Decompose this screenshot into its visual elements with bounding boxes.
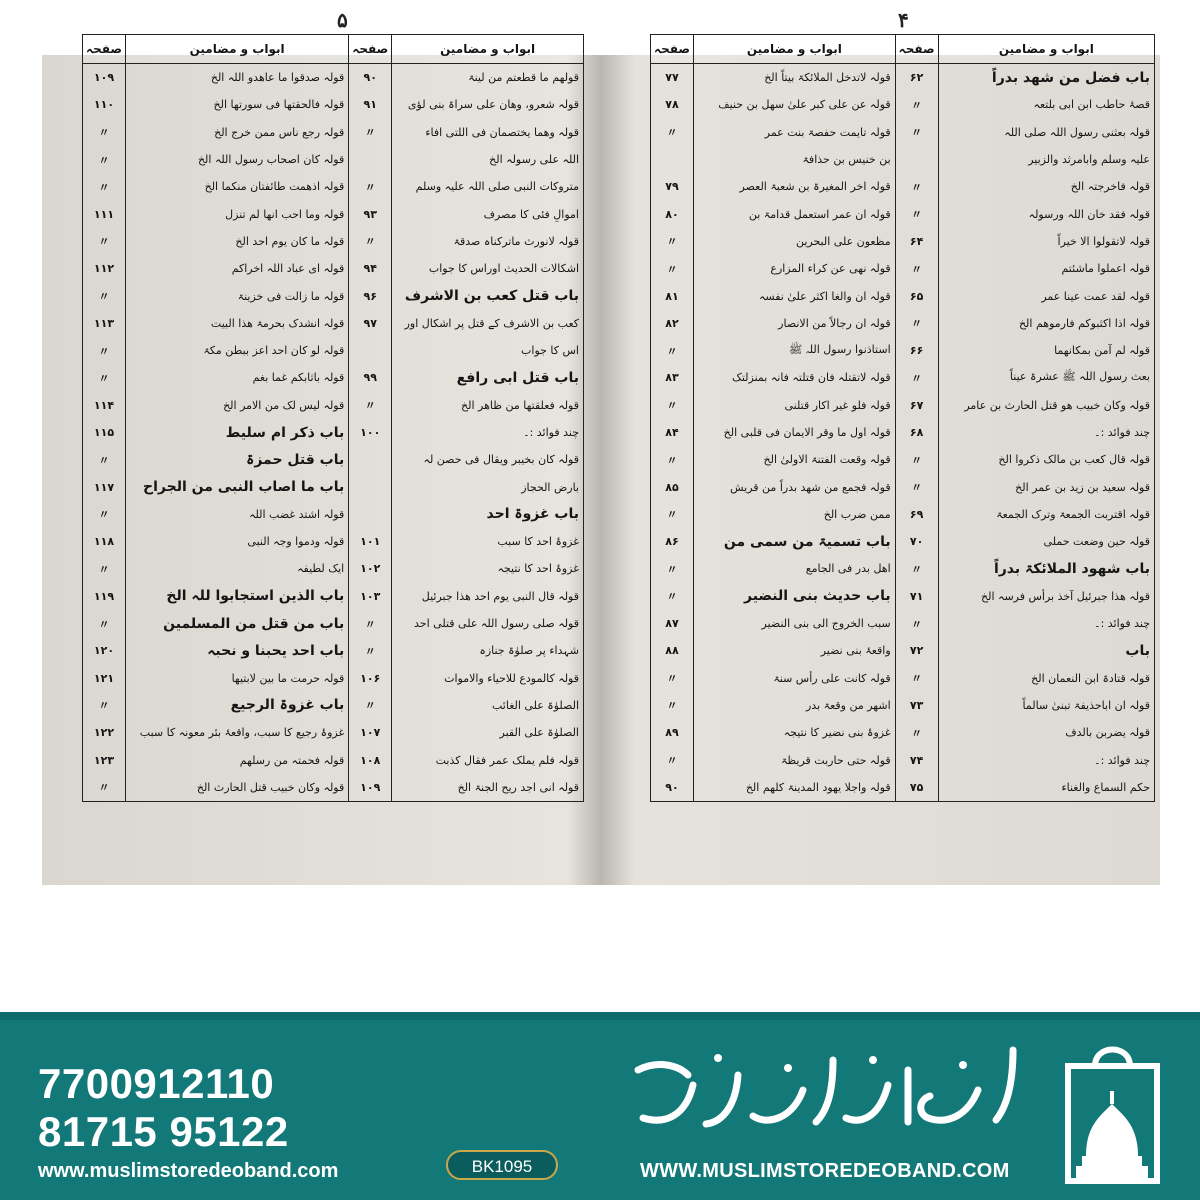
left-page (42, 0, 597, 830)
page-cell (349, 501, 392, 528)
topic-cell: قولہ واجلا یھود المدینۃ کلھم الخ (694, 774, 896, 802)
topic-cell: قولہ اعملوا ماشئتم (938, 255, 1154, 282)
table-row (651, 719, 1155, 746)
topic-cell: قولہ قال النبی یوم احد ھذا جبرئیل (392, 583, 584, 610)
table-row (651, 528, 1155, 555)
page-cell: 〃 (83, 446, 126, 473)
page-cell: ۷۹ (651, 173, 694, 200)
page-cell: ۱۱۲ (83, 255, 126, 282)
topic-cell: قولہ شعرو، وھان علی سراۃ بنی لؤی (392, 91, 584, 118)
table-row (83, 528, 584, 555)
page-cell: ۱۱۴ (83, 392, 126, 419)
page-cell: ۶۸ (895, 419, 938, 446)
page-cell: ۶۴ (895, 228, 938, 255)
topic-cell: قولہ قال کعب بن مالک ذکروا الخ (938, 446, 1154, 473)
column-header-topics: ابواب و مضامین (938, 35, 1154, 64)
topic-cell: قولہ فعلقتھا من ظاھر الخ (392, 392, 584, 419)
table-row (651, 392, 1155, 419)
page-cell: ۷۴ (895, 746, 938, 773)
table-row (651, 337, 1155, 364)
page-cell (651, 146, 694, 173)
topic-cell: چند فوائد :۔ (392, 419, 584, 446)
page-cell: 〃 (349, 392, 392, 419)
table-row (83, 146, 584, 173)
topic-cell: چند فوائد :۔ (938, 419, 1154, 446)
right-page (608, 0, 1160, 830)
page-cell: 〃 (83, 610, 126, 637)
table-row (83, 173, 584, 200)
topic-cell: قولہ تایمت حفصۃ بنت عمر (694, 119, 896, 146)
topic-cell: باب (938, 637, 1154, 664)
page-cell: ۸۲ (651, 310, 694, 337)
table-row (651, 364, 1155, 391)
page-cell: 〃 (349, 119, 392, 146)
table-row (651, 310, 1155, 337)
column-header-topics: ابواب و مضامین (694, 35, 896, 64)
phone-number: 81715 95122 (38, 1108, 289, 1155)
page-cell: ۱۰۶ (349, 665, 392, 692)
topic-cell: بارض الحجاز (392, 473, 584, 500)
table-row (651, 119, 1155, 146)
page-cell: ۷۸ (651, 91, 694, 118)
page-cell: ۸۴ (651, 419, 694, 446)
topic-cell: قولہ اذھمت طائفتان منکما الخ (126, 173, 349, 200)
topic-cell: قولہ لقد عمت عینا عمر (938, 282, 1154, 309)
page-cell: 〃 (83, 228, 126, 255)
topic-cell: قولہ وکان خبیب ھو قتل الحارث بن عامر (938, 392, 1154, 419)
page-cell: 〃 (83, 364, 126, 391)
page-cell: 〃 (83, 774, 126, 802)
page-cell: 〃 (651, 583, 694, 610)
page-cell: 〃 (895, 255, 938, 282)
page-cell: ۱۱۸ (83, 528, 126, 555)
page-cell: 〃 (651, 392, 694, 419)
table-row (83, 91, 584, 118)
mosque-dome-icon (1076, 1091, 1148, 1178)
page-cell: ۸۷ (651, 610, 694, 637)
page-cell: 〃 (651, 665, 694, 692)
topic-cell: قولہ حتی حاربت قریظۃ (694, 746, 896, 773)
topic-cell: قولہ فاخرجتہ الخ (938, 173, 1154, 200)
phone-number: 7700912110 (38, 1060, 275, 1107)
table-row (83, 310, 584, 337)
column-header-topics: ابواب و مضامین (392, 35, 584, 64)
page-cell: ۱۰۱ (349, 528, 392, 555)
page-cell (349, 337, 392, 364)
topic-cell: باب فضل من شھد بدراً (938, 64, 1154, 92)
contents-table (82, 34, 584, 802)
topic-cell: قولہ لم آمن بمکانھما (938, 337, 1154, 364)
table-row (83, 637, 584, 664)
topic-cell: باب قتل ابی رافع (392, 364, 584, 391)
page-cell: 〃 (349, 228, 392, 255)
topic-cell: قولہ لاتدخل الملائکۃ بیتاً الخ (694, 64, 896, 92)
table-row (651, 255, 1155, 282)
topic-cell: سبب الخروج الی بنی النضیر (694, 610, 896, 637)
page-cell: ۹۰ (651, 774, 694, 802)
topic-cell: قولہ سعید بن زید بن عمر الخ (938, 473, 1154, 500)
topic-cell: غزوۂ احد کا سبب (392, 528, 584, 555)
topic-cell: مظعون علی البحرین (694, 228, 896, 255)
page-cell: 〃 (895, 446, 938, 473)
topic-cell: قولہ نھی عن کراء المزارع (694, 255, 896, 282)
page-cell: ۱۱۰ (83, 91, 126, 118)
topic-cell: باب قتل حمزۃ (126, 446, 349, 473)
table-row (83, 692, 584, 719)
topic-cell: بن خنیس بن حذافۃ (694, 146, 896, 173)
topic-cell: قولہ کالمودع للاحیاء والاموات (392, 665, 584, 692)
topic-cell: قولہ فقد خان اللہ ورسولہ (938, 200, 1154, 227)
topic-cell: قولہ وقعت الفتنۃ الاولیٰ الخ (694, 446, 896, 473)
topic-cell: قولہ ما زالت فی خزینۃ (126, 282, 349, 309)
page-cell: ۷۰ (895, 528, 938, 555)
topic-cell: قولہ ان اباحذیفۃ تبنیٰ سالماً (938, 692, 1154, 719)
topic-cell: قولہ اشتد غضب اللہ (126, 501, 349, 528)
table-row (651, 583, 1155, 610)
topic-cell: قولہ فلو غیر اکار قتلنی (694, 392, 896, 419)
table-row (651, 774, 1155, 802)
topic-cell: قولہ حین وضعت حملی (938, 528, 1154, 555)
table-row (83, 665, 584, 692)
page-cell: ۹۳ (349, 200, 392, 227)
topic-cell: الصلوٰۃ علی الغائب (392, 692, 584, 719)
page-cell: ۸۳ (651, 364, 694, 391)
page-cell: ۸۹ (651, 719, 694, 746)
page-number: ۵ (337, 8, 348, 32)
page-cell: ۹۴ (349, 255, 392, 282)
table-row (651, 200, 1155, 227)
page-cell: ۸۱ (651, 282, 694, 309)
page-cell: 〃 (651, 555, 694, 582)
topic-cell: قولہ ما کان یوم احد الخ (126, 228, 349, 255)
page-cell: ۱۰۰ (349, 419, 392, 446)
page-number: ۴ (898, 8, 909, 32)
page-cell: 〃 (895, 719, 938, 746)
page-cell: ۶۵ (895, 282, 938, 309)
table-row (83, 446, 584, 473)
topic-cell: باب غزوۃ احد (392, 501, 584, 528)
page-cell: ۶۶ (895, 337, 938, 364)
table-row (83, 200, 584, 227)
page-cell: ۱۲۰ (83, 637, 126, 664)
topic-cell: قولہ ان عمر استعمل قدامۃ بن (694, 200, 896, 227)
topic-cell: باب احد یحبنا و نحبہ (126, 637, 349, 664)
page-cell: ۱۰۲ (349, 555, 392, 582)
topic-cell: قولہ فحمتہ من رسلھم (126, 746, 349, 773)
topic-cell: قولہ عن علی کبر علیٰ سھل بن حنیف (694, 91, 896, 118)
page-cell (349, 446, 392, 473)
page-cell: 〃 (83, 146, 126, 173)
page-cell: ۱۱۷ (83, 473, 126, 500)
topic-cell: قولہ فالحقتھا فی سورتھا الخ (126, 91, 349, 118)
page-cell: ۶۲ (895, 64, 938, 92)
page-cell: ۱۲۳ (83, 746, 126, 773)
page-cell: ۸۰ (651, 200, 694, 227)
contents-rows (83, 64, 584, 802)
website-link[interactable]: WWW.MUSLIMSTOREDEOBAND.COM (640, 1160, 1010, 1182)
store-logo-wordmark (618, 1030, 1038, 1145)
topic-cell: قولہ انشدک بحرمۃ ھذا البیت (126, 310, 349, 337)
page-cell: ۱۱۳ (83, 310, 126, 337)
page-cell: ۸۵ (651, 473, 694, 500)
table-row (651, 173, 1155, 200)
table-row (83, 774, 584, 802)
page-cell: ۱۱۱ (83, 200, 126, 227)
topic-cell: قولہ صلی رسول اللہ علی قتلی احد (392, 610, 584, 637)
topic-cell: قولہ قتادۃ ابن النعمان الخ (938, 665, 1154, 692)
topic-cell: قولہ کان اصحاب رسول اللہ الخ (126, 146, 349, 173)
page-cell: ۱۲۲ (83, 719, 126, 746)
topic-cell: قصۂ حاطب ابن ابی بلتعہ (938, 91, 1154, 118)
topic-cell: قولہ رجع ناس ممن خرج الخ (126, 119, 349, 146)
page-cell: ۱۰۳ (349, 583, 392, 610)
page-cell: 〃 (651, 501, 694, 528)
table-row (83, 364, 584, 391)
page-cell: 〃 (651, 119, 694, 146)
page-cell: 〃 (349, 610, 392, 637)
page-cell: 〃 (83, 173, 126, 200)
topic-cell: واقعۂ بنی نضیر (694, 637, 896, 664)
page-cell: ۷۱ (895, 583, 938, 610)
topic-cell: قولہ وما احب انھا لم تنزل (126, 200, 349, 227)
shopping-bag-logo-icon (1060, 1036, 1165, 1186)
table-row (83, 555, 584, 582)
topic-cell: باب ما اصاب النبی من الجراح (126, 473, 349, 500)
table-row (651, 282, 1155, 309)
topic-cell: علیہ وسلم وابامرثد والزبیر (938, 146, 1154, 173)
topic-cell: قولہ ان رجالاً من الانصار (694, 310, 896, 337)
contents-table (650, 34, 1155, 802)
page-cell: ۱۰۹ (83, 64, 126, 92)
page-cell: 〃 (83, 501, 126, 528)
topic-cell: اھل بدر فی الجامع (694, 555, 896, 582)
topic-cell: قولہ فجمع من شھد بدراً من قریش (694, 473, 896, 500)
topic-cell: باب ذکر ام سلیط (126, 419, 349, 446)
table-row (83, 610, 584, 637)
table-row (83, 255, 584, 282)
website-link[interactable]: www.muslimstoredeoband.com (38, 1160, 339, 1182)
topic-cell: قولہ لیس لک من الامر الخ (126, 392, 349, 419)
page-cell: ۹۰ (349, 64, 392, 92)
topic-cell: چند فوائد :۔ (938, 610, 1154, 637)
page-cell: 〃 (895, 91, 938, 118)
page-cell: ۷۵ (895, 774, 938, 802)
topic-cell: قولہ وکان خبیب قتل الحارث الخ (126, 774, 349, 802)
topic-cell: باب غزوۃ الرجیع (126, 692, 349, 719)
contents-rows (651, 64, 1155, 802)
page-cell: ۷۲ (895, 637, 938, 664)
page-cell: ۹۹ (349, 364, 392, 391)
column-header-page: صفحہ (349, 35, 392, 64)
page-cell: 〃 (651, 228, 694, 255)
topic-cell: قولہ فلم یملک عمر فقال کذبت (392, 746, 584, 773)
table-row (83, 119, 584, 146)
topic-cell: قولہ لانورث ماترکناہ صدقۃ (392, 228, 584, 255)
topic-cell: باب تسمیۃ من سمی من (694, 528, 896, 555)
page-cell: 〃 (83, 119, 126, 146)
page-cell: ۱۱۵ (83, 419, 126, 446)
table-row (651, 64, 1155, 92)
topic-cell: حکم السماع والغناء (938, 774, 1154, 802)
topic-cell: ممن ضرب الخ (694, 501, 896, 528)
topic-cell: قولہ اذا اکثبوکم فارموھم الخ (938, 310, 1154, 337)
column-header-page: صفحہ (651, 35, 694, 64)
topic-cell: باب حدیث بنی النضیر (694, 583, 896, 610)
table-row (651, 555, 1155, 582)
table-row (651, 228, 1155, 255)
table-row (83, 583, 584, 610)
topic-cell: اشھر من وقعۃ بدر (694, 692, 896, 719)
topic-cell: قولہ لو کان احد اعز ببطن مکۃ (126, 337, 349, 364)
table-row (83, 282, 584, 309)
topic-cell: غزوۂ رجیع کا سبب، واقعۂ بئر معونہ کا سبب (126, 719, 349, 746)
table-row (651, 610, 1155, 637)
topic-cell: قولہ ھذا جبرئیل آخذ برأس فرسہ الخ (938, 583, 1154, 610)
page-cell: ۱۰۹ (349, 774, 392, 802)
page-cell: ۹۱ (349, 91, 392, 118)
topic-cell: غزوۂ بنی نضیر کا نتیجہ (694, 719, 896, 746)
table-row (83, 419, 584, 446)
topic-cell: باب الذین استجابوا للہ الخ (126, 583, 349, 610)
page-cell: 〃 (349, 692, 392, 719)
page-cell: ۷۷ (651, 64, 694, 92)
product-code-badge: BK1095 (446, 1150, 558, 1180)
topic-cell: اموالِ فئی کا مصرف (392, 200, 584, 227)
table-row (83, 337, 584, 364)
page-cell: 〃 (651, 746, 694, 773)
page-cell (895, 146, 938, 173)
page-cell: ۸۶ (651, 528, 694, 555)
topic-cell: قولہ اول ما وقر الایمان فی قلبی الخ (694, 419, 896, 446)
page-cell: ۹۷ (349, 310, 392, 337)
topic-cell: باب من قتل من المسلمین (126, 610, 349, 637)
topic-cell: اس کا جواب (392, 337, 584, 364)
topic-cell: قولہ انی اجد ریح الجنۃ الخ (392, 774, 584, 802)
table-row (83, 392, 584, 419)
page-cell: ۱۱۹ (83, 583, 126, 610)
page-cell: ۹۶ (349, 282, 392, 309)
table-row (651, 637, 1155, 664)
table-row (83, 746, 584, 773)
topic-cell: قولہ اخر المغیرۃ بن شعبۃ العصر (694, 173, 896, 200)
topic-cell: قولہ ای عباد اللہ اخراکم (126, 255, 349, 282)
page-cell: 〃 (895, 555, 938, 582)
page-cell: 〃 (651, 337, 694, 364)
topic-cell: متروکات النبی صلی اللہ علیہ وسلم (392, 173, 584, 200)
table-row (83, 501, 584, 528)
topic-cell: غزوۂ احد کا نتیجہ (392, 555, 584, 582)
topic-cell: قولہ لاتقولوا الا خیراً (938, 228, 1154, 255)
topic-cell: باب شھود الملائکۃ بدراً (938, 555, 1154, 582)
table-row (651, 501, 1155, 528)
topic-cell: ایک لطیفہ (126, 555, 349, 582)
table-row (651, 446, 1155, 473)
page-cell: ۱۰۷ (349, 719, 392, 746)
topic-cell: چند فوائد :۔ (938, 746, 1154, 773)
topic-cell: کعب بن الاشرف کے قتل پر اشکال اور (392, 310, 584, 337)
topic-cell: قولہ ان والغا اکثر علیٰ نفسہ (694, 282, 896, 309)
page-cell: 〃 (349, 637, 392, 664)
page-cell: 〃 (895, 310, 938, 337)
page-cell (349, 146, 392, 173)
page-cell: ۶۹ (895, 501, 938, 528)
page-cell: 〃 (895, 610, 938, 637)
page-cell: 〃 (651, 255, 694, 282)
topic-cell: قولہ کانت علی رأس سنۃ (694, 665, 896, 692)
table-row (83, 228, 584, 255)
page-cell: 〃 (895, 665, 938, 692)
topic-cell: قولہ ودموا وجہ النبی (126, 528, 349, 555)
topic-cell: الصلوٰۃ علی القبر (392, 719, 584, 746)
topic-cell: قولہ لاتقتلہ فان قتلتہ فانہ بمنزلتک (694, 364, 896, 391)
page-cell: ۷۳ (895, 692, 938, 719)
table-row (651, 665, 1155, 692)
topic-cell: قولہ باثابکم غما بغم (126, 364, 349, 391)
topic-cell: قولہ وھما یختصمان فی اللتی افاء (392, 119, 584, 146)
table-row (651, 91, 1155, 118)
table-row (83, 473, 584, 500)
topic-cell: استاذنوا رسول اللہ ﷺ (694, 337, 896, 364)
banner-divider (0, 1012, 1200, 1020)
topic-cell: قولہ صدقوا ما عاھدو اللہ الخ (126, 64, 349, 92)
column-header-page: صفحہ (83, 35, 126, 64)
page-cell: 〃 (83, 555, 126, 582)
topic-cell: قولہ اقتربت الجمعۃ وترک الجمعۃ (938, 501, 1154, 528)
topic-cell: قولہ بعثنی رسول اللہ صلی اللہ (938, 119, 1154, 146)
column-header-page: صفحہ (895, 35, 938, 64)
table-row (651, 419, 1155, 446)
page-cell: 〃 (895, 473, 938, 500)
table-row (651, 146, 1155, 173)
topic-cell: بعث رسول اللہ ﷺ عشرۃ عیناً (938, 364, 1154, 391)
page-cell: 〃 (651, 446, 694, 473)
topic-cell: اشکالات الحدیث اوراس کا جواب (392, 255, 584, 282)
page-cell: 〃 (895, 364, 938, 391)
topic-cell: قولھم ما قطعتم من لینۃ (392, 64, 584, 92)
topic-cell: قولہ کان بخیبر ویقال فی حصن لہ (392, 446, 584, 473)
page-cell: 〃 (349, 173, 392, 200)
table-row (651, 746, 1155, 773)
table-row (83, 719, 584, 746)
topic-cell: باب قتل کعب بن الاشرف (392, 282, 584, 309)
page-cell: 〃 (895, 200, 938, 227)
topic-cell: قولہ حرمت ما بین لابتیھا (126, 665, 349, 692)
topic-cell: اللہ علی رسولہ الخ (392, 146, 584, 173)
page-cell: 〃 (83, 337, 126, 364)
table-row (651, 692, 1155, 719)
page-cell: 〃 (895, 119, 938, 146)
page-cell: ۸۸ (651, 637, 694, 664)
page-cell: 〃 (83, 282, 126, 309)
page-cell: ۶۷ (895, 392, 938, 419)
page-cell: 〃 (83, 692, 126, 719)
page-cell: ۱۰۸ (349, 746, 392, 773)
topic-cell: قولہ یضربن بالدف (938, 719, 1154, 746)
table-row (83, 64, 584, 92)
page-cell: 〃 (651, 692, 694, 719)
page-cell (349, 473, 392, 500)
topic-cell: شہداء پر صلوٰۃ جنازہ (392, 637, 584, 664)
page-cell: 〃 (895, 173, 938, 200)
column-header-topics: ابواب و مضامین (126, 35, 349, 64)
table-row (651, 473, 1155, 500)
page-cell: ۱۲۱ (83, 665, 126, 692)
